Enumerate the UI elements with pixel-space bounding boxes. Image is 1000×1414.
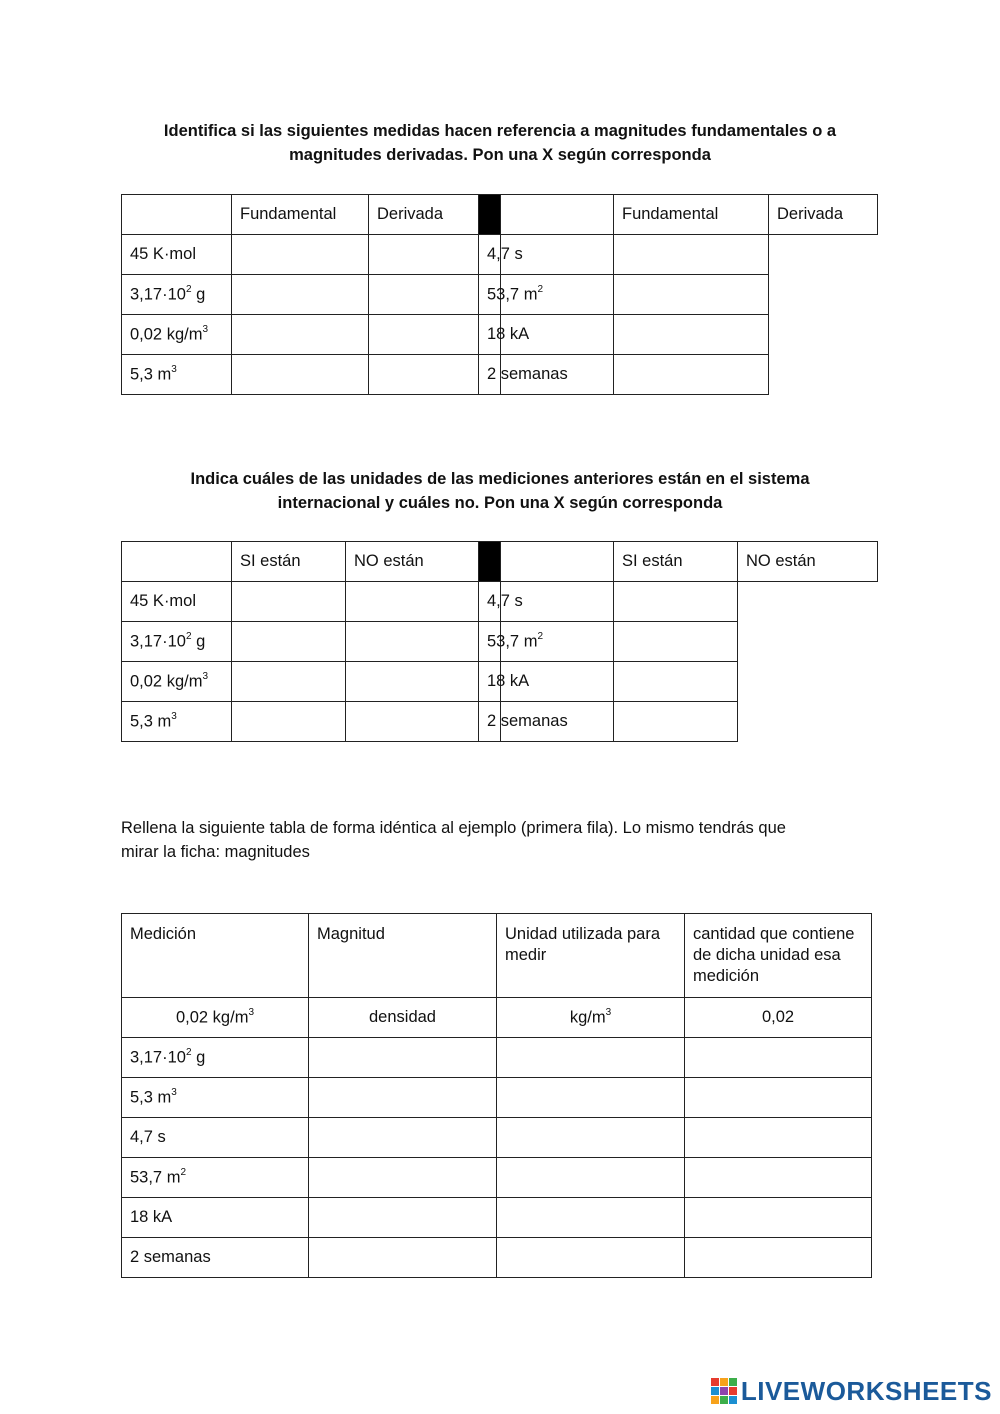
measurement-cell: 2 semanas [479,702,501,742]
magnitud-answer-cell[interactable] [309,1078,497,1118]
header-no-estan: NO están [738,542,878,582]
cantidad-answer-cell[interactable] [685,1078,872,1118]
measurement-cell: 5,3 $m^3$ [122,355,232,395]
header-cell [501,542,614,582]
no-estan-answer-cell[interactable] [614,702,738,742]
fundamental-answer-cell[interactable] [232,275,369,315]
header-unidad: Unidad utilizada para medir [497,914,685,998]
unidad-answer-cell[interactable] [497,1238,685,1278]
header-cantidad: cantidad que contiene de dicha unidad esa medición [685,914,872,998]
section2-title [110,467,890,515]
table-row [122,355,878,395]
header-cell [501,195,614,235]
table-row [122,1078,872,1118]
table-row [122,315,878,355]
example-medicion: 0,02 $kg/m^3$ [122,998,309,1038]
measurement-cell: 45 K·mol [122,235,232,275]
logo-text: LIVEWORKSHEETS [740,1375,992,1406]
derivada-answer-cell[interactable] [369,235,479,275]
table-row [122,235,878,275]
section3-instruction-line2: mirar la ficha: magnitudes [121,843,310,861]
measurement-cell: 53,7 $m^2$ [479,622,501,662]
magnitud-answer-cell[interactable] [309,1238,497,1278]
no-estan-answer-cell[interactable] [346,702,479,742]
magnitud-answer-cell[interactable] [309,1118,497,1158]
derivada-answer-cell[interactable] [369,315,479,355]
measurement-cell: 0,02 $kg/m^3$ [122,662,232,702]
measurement-cell: 0,02 $kg/m^3$ [122,315,232,355]
header-derivada: Derivada [769,195,878,235]
si-estan-answer-cell[interactable] [232,582,346,622]
table-row [122,662,878,702]
section1-title-line2: magnitudes derivadas. Pon una X según corresponda [289,146,711,164]
cantidad-answer-cell[interactable] [685,1038,872,1078]
fundamental-answer-cell[interactable] [232,315,369,355]
section1-title [110,119,890,167]
header-si-estan: SI están [614,542,738,582]
measurement-cell: 18 kA [122,1198,309,1238]
derivada-answer-cell[interactable] [369,275,479,315]
table-row [122,1158,872,1198]
table-row [122,1038,872,1078]
example-unidad: $kg/m^3$ [497,998,685,1038]
section2-title-line1: Indica cuáles de las unidades de las mediciones anteriores están en el sistema [190,470,810,488]
measurement-cell: 2 semanas [479,355,501,395]
derivada-answer-cell[interactable] [614,315,769,355]
example-row [122,998,872,1038]
measurement-cell: 4,7 s [479,235,501,275]
header-fundamental: Fundamental [614,195,769,235]
table-row [122,275,878,315]
magnitud-answer-cell[interactable] [309,1038,497,1078]
header-medicion: Medición [122,914,309,998]
no-estan-answer-cell[interactable] [346,622,479,662]
magnitud-answer-cell[interactable] [309,1198,497,1238]
table-row [122,1198,872,1238]
section2-title-line2: internacional y cuáles no. Pon una X según corresponda [277,494,723,512]
header-si-estan: SI están [232,542,346,582]
header-cell [122,542,232,582]
table-header-row [122,195,878,235]
header-no-estan: NO están [346,542,479,582]
section1-title-line1: Identifica si las siguientes medidas hacen referencia a magnitudes fundamentales o a [163,122,837,140]
measurement-cell: 18 kA [479,662,501,702]
measurement-cell: 18 kA [479,315,501,355]
liveworksheets-logo [711,1376,992,1406]
section3-instruction [121,816,881,864]
measurement-cell: 5,3 $m^3$ [122,702,232,742]
header-fundamental: Fundamental [232,195,369,235]
measurement-cell: 4,7 s [479,582,501,622]
table-row [122,1118,872,1158]
fundamental-answer-cell[interactable] [232,355,369,395]
si-estan-answer-cell[interactable] [232,622,346,662]
table-row [122,702,878,742]
unidad-answer-cell[interactable] [497,1198,685,1238]
measurement-cell: 45 K·mol [122,582,232,622]
example-cantidad: 0,02 [685,998,872,1038]
table-row [122,622,878,662]
table-row [122,1238,872,1278]
measurement-cell: $3,17\cdot 10^2$ g [122,275,232,315]
derivada-answer-cell[interactable] [369,355,479,395]
measurement-cell: 5,3 $m^3$ [122,1078,309,1118]
cantidad-answer-cell[interactable] [685,1158,872,1198]
header-magnitud: Magnitud [309,914,497,998]
example-magnitud: densidad [309,998,497,1038]
no-estan-answer-cell[interactable] [614,622,738,662]
no-estan-answer-cell[interactable] [614,662,738,702]
unidad-answer-cell[interactable] [497,1158,685,1198]
unidad-answer-cell[interactable] [497,1038,685,1078]
measurement-cell: 53,7 $m^2$ [479,275,501,315]
measurement-table [121,913,872,1278]
derivada-answer-cell[interactable] [614,235,769,275]
unidad-answer-cell[interactable] [497,1118,685,1158]
magnitud-answer-cell[interactable] [309,1158,497,1198]
table-row [122,582,878,622]
table-header-row [122,542,878,582]
measurement-cell: $3,17\cdot 10^2$ g [122,622,232,662]
column-separator [479,195,501,235]
derivada-answer-cell[interactable] [614,355,769,395]
no-estan-answer-cell[interactable] [614,582,738,622]
fundamental-answer-cell[interactable] [232,235,369,275]
no-estan-answer-cell[interactable] [346,662,479,702]
unidad-answer-cell[interactable] [497,1078,685,1118]
cantidad-answer-cell[interactable] [685,1198,872,1238]
measurement-cell: 2 semanas [122,1238,309,1278]
measurement-cell: 53,7 $m^2$ [122,1158,309,1198]
si-estan-answer-cell[interactable] [232,662,346,702]
no-estan-answer-cell[interactable] [346,582,479,622]
section3-instruction-line1: Rellena la siguiente tabla de forma idéntica al ejemplo (primera fila). Lo mismo tendrás que [121,819,786,837]
cantidad-answer-cell[interactable] [685,1118,872,1158]
header-derivada: Derivada [369,195,479,235]
fundamental-derived-table [121,194,878,395]
header-cell [122,195,232,235]
table-header-row [122,914,872,998]
measurement-cell: $3,17\cdot 10^2$ g [122,1038,309,1078]
measurement-cell: 4,7 s [122,1118,309,1158]
logo-icon [711,1378,737,1404]
column-separator [479,542,501,582]
derivada-answer-cell[interactable] [614,275,769,315]
cantidad-answer-cell[interactable] [685,1238,872,1278]
si-estan-answer-cell[interactable] [232,702,346,742]
si-units-table [121,541,878,742]
